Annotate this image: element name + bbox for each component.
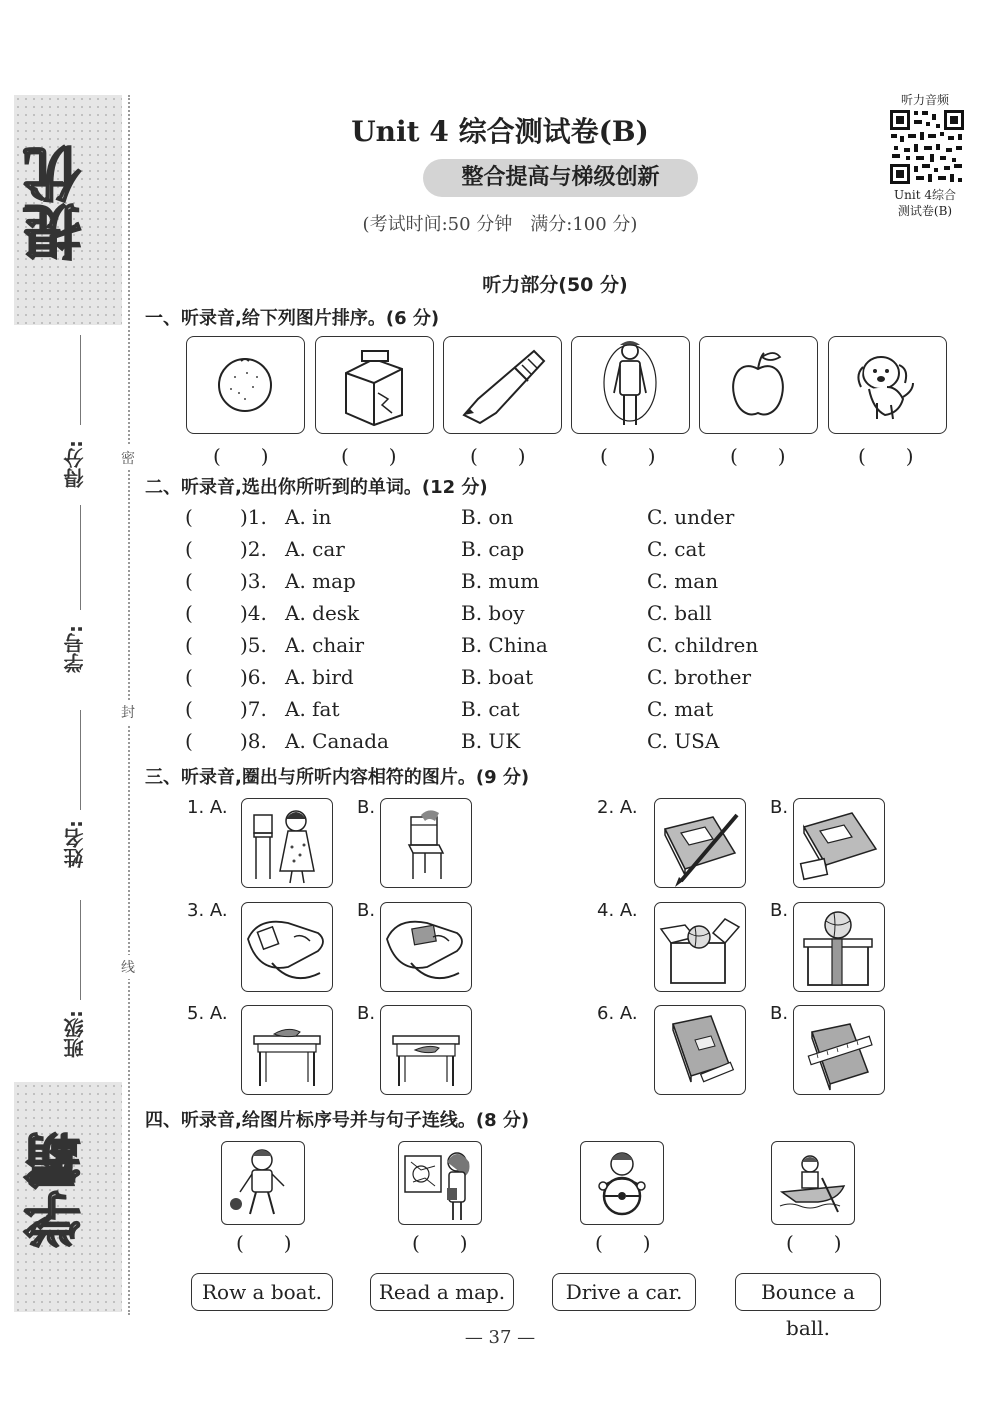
pencil-box-on-desk-icon — [242, 1006, 332, 1094]
girl-reading-map-icon — [399, 1142, 481, 1224]
dog-icon — [829, 337, 946, 433]
option-a[interactable]: A. chair — [285, 633, 365, 657]
part1-answer-1[interactable]: ( ) — [213, 444, 269, 468]
part1-answer-6[interactable]: ( ) — [858, 444, 914, 468]
question-number: )5. — [240, 633, 267, 657]
sentence-drive-a-car[interactable]: Drive a car. — [552, 1273, 696, 1311]
part4-answer-1[interactable]: ( ) — [236, 1231, 292, 1255]
question-number: )1. — [240, 505, 267, 529]
listening-heading: 听力部分(50 分) — [482, 274, 628, 296]
apple-icon — [700, 337, 817, 433]
sentence-read-a-map[interactable]: Read a map. — [370, 1273, 514, 1311]
page-number: — 37 — — [464, 1327, 536, 1348]
question-number: )6. — [240, 665, 267, 689]
part4-picture-1 — [221, 1141, 305, 1225]
part4-title: 四、听录音,给图片标序号并与句子连线。(8 分) — [145, 1110, 530, 1131]
option-b[interactable]: B. UK — [461, 729, 521, 753]
part4-answer-4[interactable]: ( ) — [786, 1231, 842, 1255]
option-b[interactable]: B. China — [461, 633, 548, 657]
part3-item-2-option-b[interactable] — [793, 798, 885, 888]
ball-on-gift-box-icon — [794, 903, 884, 991]
question-number: )7. — [240, 697, 267, 721]
part1-answer-5[interactable]: ( ) — [730, 444, 786, 468]
cut-char-mi: 密 — [121, 446, 135, 470]
man-driving-car-icon — [581, 1142, 663, 1224]
boy-bouncing-ball-icon — [222, 1142, 304, 1224]
class-field-label: 班级: — [63, 1010, 87, 1058]
option-a[interactable]: A. in — [285, 505, 332, 529]
part3-item-1-b-label: B. — [357, 797, 376, 818]
qr-caption-1: Unit 4综合 — [894, 188, 956, 202]
part3-item-5-option-b[interactable] — [380, 1005, 472, 1095]
part1-picture-4 — [571, 336, 690, 434]
part3-item-6-option-b[interactable] — [793, 1005, 885, 1095]
name-field-label: 姓名: — [63, 820, 87, 868]
part3-item-5-b-label: B. — [357, 1003, 376, 1024]
part3-item-3-option-b[interactable] — [380, 902, 472, 992]
ball-in-box-icon — [655, 903, 745, 991]
part4-picture-4 — [771, 1141, 855, 1225]
option-b[interactable]: B. cat — [461, 697, 520, 721]
bag-icon — [242, 903, 332, 991]
part1-answer-4[interactable]: ( ) — [600, 444, 656, 468]
ruler-under-book-icon — [655, 1006, 745, 1094]
part1-picture-3 — [443, 336, 562, 434]
option-c[interactable]: C. children — [647, 633, 759, 657]
part1-answer-2[interactable]: ( ) — [341, 444, 397, 468]
part3-item-2-label: 2. A. — [597, 797, 638, 818]
option-b[interactable]: B. cap — [461, 537, 525, 561]
bottom-side-text: 学霸 — [23, 1132, 91, 1248]
option-c[interactable]: C. under — [647, 505, 735, 529]
part3-item-3-b-label: B. — [357, 900, 376, 921]
option-a[interactable]: A. Canada — [285, 729, 389, 753]
pencil-box-in-desk-icon — [381, 1006, 471, 1094]
page-title: Unit 4 综合测试卷(B) — [351, 115, 649, 148]
top-side-text: 提优 — [23, 145, 91, 261]
question-number: )2. — [240, 537, 267, 561]
answer-paren-open[interactable]: ( — [185, 537, 193, 561]
part3-item-6-b-label: B. — [770, 1003, 789, 1024]
exam-info: (考试时间:50 分钟 满分:100 分) — [362, 214, 638, 235]
ruler-on-book-icon — [794, 1006, 884, 1094]
option-a[interactable]: A. map — [285, 569, 356, 593]
boy-icon — [572, 337, 689, 433]
cut-char-feng: 封 — [121, 700, 135, 724]
part3-item-6-label: 6. A. — [597, 1003, 638, 1024]
orange-icon — [187, 337, 304, 433]
option-a[interactable]: A. bird — [285, 665, 354, 689]
part2-title: 二、听录音,选出你所听到的单词。(12 分) — [145, 477, 488, 498]
sentence-bounce-a-ball[interactable]: Bounce a ball. — [735, 1273, 881, 1311]
girl-beside-chair-icon — [242, 799, 332, 887]
name-field-line[interactable] — [80, 710, 81, 810]
option-c[interactable]: C. USA — [647, 729, 720, 753]
option-b[interactable]: B. boy — [461, 601, 525, 625]
part3-item-5-label: 5. A. — [187, 1003, 228, 1024]
part1-picture-5 — [699, 336, 818, 434]
cut-char-xian: 线 — [121, 955, 135, 979]
option-b[interactable]: B. on — [461, 505, 514, 529]
option-c[interactable]: C. mat — [647, 697, 714, 721]
answer-paren-open[interactable]: ( — [185, 601, 193, 625]
book-with-pencil-icon — [655, 799, 745, 887]
part1-picture-6 — [828, 336, 947, 434]
milk-carton-icon — [316, 337, 433, 433]
option-c[interactable]: C. man — [647, 569, 719, 593]
bag-with-book-icon — [381, 903, 471, 991]
part3-item-4-label: 4. A. — [597, 900, 638, 921]
part3-item-3-option-a[interactable] — [241, 902, 333, 992]
part3-item-6-option-a[interactable] — [654, 1005, 746, 1095]
question-number: )3. — [240, 569, 267, 593]
part4-answer-3[interactable]: ( ) — [595, 1231, 651, 1255]
part3-item-1-option-b[interactable] — [380, 798, 472, 888]
part3-item-5-option-a[interactable] — [241, 1005, 333, 1095]
part3-item-2-option-a[interactable] — [654, 798, 746, 888]
chair-icon — [381, 799, 471, 887]
answer-paren-open[interactable]: ( — [185, 633, 193, 657]
option-c[interactable]: C. brother — [647, 665, 752, 689]
part3-item-3-label: 3. A. — [187, 900, 228, 921]
sentence-row-a-boat[interactable]: Row a boat. — [191, 1273, 333, 1311]
part3-item-4-option-b[interactable] — [793, 902, 885, 992]
option-b[interactable]: B. mum — [461, 569, 540, 593]
part3-item-1-label: 1. A. — [187, 797, 228, 818]
question-number: )4. — [240, 601, 267, 625]
part4-answer-2[interactable]: ( ) — [412, 1231, 468, 1255]
option-a[interactable]: A. desk — [285, 601, 360, 625]
student-number-field-label: 学号: — [63, 625, 87, 673]
class-field-line[interactable] — [80, 900, 81, 1000]
subtitle-pill: 整合提高与梯级创新 — [423, 159, 698, 197]
option-b[interactable]: B. boat — [461, 665, 534, 689]
answer-paren-open[interactable]: ( — [185, 665, 193, 689]
part1-title: 一、听录音,给下列图片排序。(6 分) — [145, 308, 440, 329]
option-c[interactable]: C. ball — [647, 601, 712, 625]
option-c[interactable]: C. cat — [647, 537, 706, 561]
part3-item-1-option-a[interactable] — [241, 798, 333, 888]
qr-top-label: 听力音频 — [900, 93, 949, 107]
student-number-field-line[interactable] — [80, 505, 81, 610]
part4-picture-2 — [398, 1141, 482, 1225]
part1-answer-3[interactable]: ( ) — [470, 444, 526, 468]
score-field-label: 得分: — [63, 440, 87, 488]
part3-item-4-option-a[interactable] — [654, 902, 746, 992]
pen-icon — [444, 337, 561, 433]
part1-picture-1 — [186, 336, 305, 434]
answer-paren-open[interactable]: ( — [185, 729, 193, 753]
book-with-eraser-icon — [794, 799, 884, 887]
part3-title: 三、听录音,圈出与所听内容相符的图片。(9 分) — [145, 767, 530, 788]
option-a[interactable]: A. fat — [285, 697, 340, 721]
answer-paren-open[interactable]: ( — [185, 569, 193, 593]
qr-code-icon[interactable] — [888, 108, 966, 186]
answer-paren-open[interactable]: ( — [185, 697, 193, 721]
boy-rowing-boat-icon — [772, 1142, 854, 1224]
answer-paren-open[interactable]: ( — [185, 505, 193, 529]
qr-caption-2: 测试卷(B) — [897, 204, 953, 218]
score-field-line[interactable] — [80, 335, 81, 425]
part3-item-2-b-label: B. — [770, 797, 789, 818]
part1-picture-2 — [315, 336, 434, 434]
part4-picture-3 — [580, 1141, 664, 1225]
part3-item-4-b-label: B. — [770, 900, 789, 921]
option-a[interactable]: A. car — [285, 537, 345, 561]
question-number: )8. — [240, 729, 267, 753]
